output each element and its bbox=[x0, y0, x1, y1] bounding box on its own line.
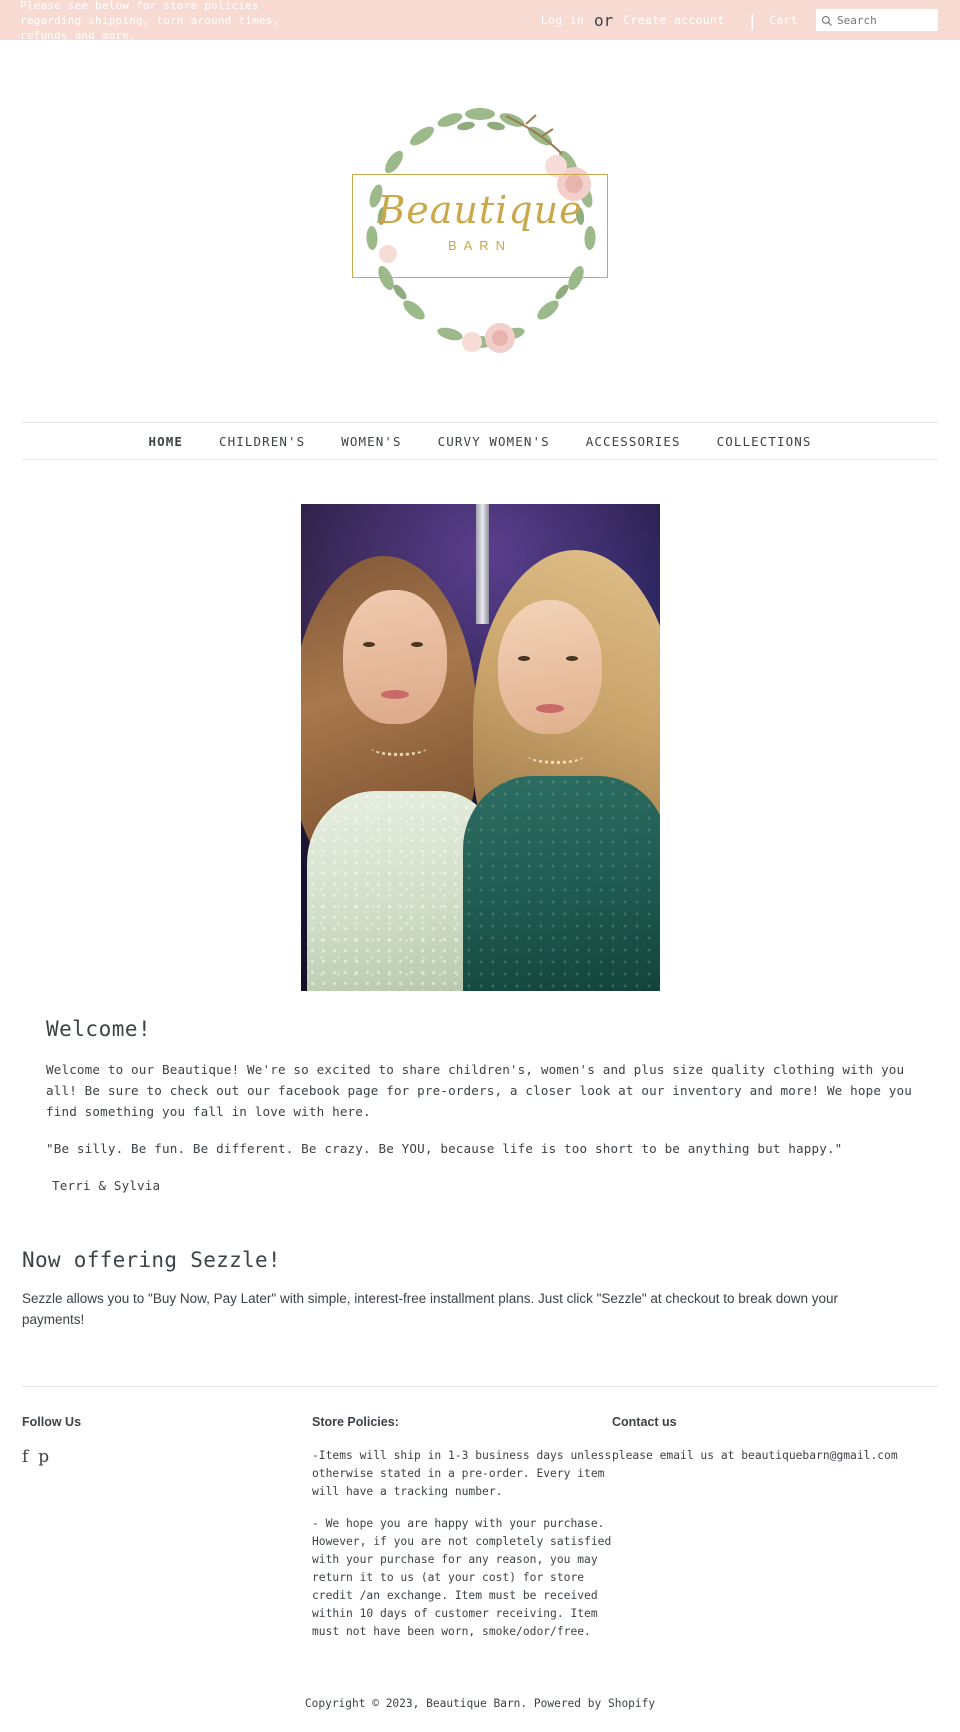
search-icon bbox=[821, 15, 833, 27]
pinterest-icon[interactable]: p bbox=[38, 1447, 50, 1467]
contact-email-text: please email us at beautiquebarn@gmail.com bbox=[612, 1449, 898, 1462]
right-person-lace-texture bbox=[463, 776, 660, 991]
or-separator: or bbox=[594, 10, 614, 30]
store-policies-body bbox=[312, 1447, 612, 1641]
logo-sub-text: BARN bbox=[447, 238, 513, 253]
facebook-icon[interactable]: f bbox=[22, 1447, 29, 1467]
cart-link[interactable]: Cart bbox=[769, 13, 798, 27]
welcome-heading: Welcome! bbox=[46, 1017, 152, 1041]
contact-us-heading: Contact us bbox=[612, 1415, 677, 1429]
copyright-text: Copyright © 2023, Beautique Barn. Powered by Shopify bbox=[304, 1697, 656, 1710]
nav-item-accessories[interactable]: ACCESSORIES bbox=[585, 433, 681, 449]
policy-shipping: -Items will ship in 1-3 business days unless otherwise stated in a pre-order. Every item will have a tracking number. bbox=[312, 1449, 612, 1498]
log-in-link[interactable]: Log in bbox=[540, 13, 585, 27]
footer-follow-column bbox=[22, 1415, 312, 1655]
hero-image-area bbox=[0, 504, 960, 991]
nav-item-collections[interactable]: COLLECTIONS bbox=[716, 433, 812, 449]
welcome-signature: Terri & Sylvia bbox=[52, 1178, 161, 1193]
search-box[interactable] bbox=[816, 9, 938, 31]
hero-photo bbox=[301, 504, 660, 991]
site-footer bbox=[22, 1386, 938, 1655]
logo-script-text: Beautique bbox=[377, 188, 583, 232]
site-logo[interactable] bbox=[330, 92, 630, 370]
main-navigation bbox=[22, 422, 938, 460]
nav-item-home[interactable]: HOME bbox=[148, 433, 183, 449]
welcome-quote: "Be silly. Be fun. Be different. Be crazy. Be YOU, because life is too short to be anything but happy." bbox=[46, 1141, 843, 1156]
nav-item-womens[interactable]: WOMEN'S bbox=[341, 433, 402, 449]
logo-area bbox=[0, 40, 960, 422]
search-input[interactable] bbox=[817, 10, 937, 30]
nav-item-curvy-womens[interactable]: CURVY WOMEN'S bbox=[437, 433, 550, 449]
sezzle-section bbox=[22, 1248, 938, 1330]
right-person-necklace bbox=[528, 748, 584, 764]
nav-list bbox=[130, 434, 829, 449]
left-person-necklace bbox=[371, 740, 427, 756]
follow-us-heading: Follow Us bbox=[22, 1415, 82, 1429]
hero-pole bbox=[476, 504, 489, 624]
create-account-link[interactable]: Create account bbox=[623, 13, 725, 27]
footer-policies-column bbox=[312, 1415, 612, 1655]
right-person-face bbox=[498, 600, 602, 734]
store-policies-heading: Store Policies: bbox=[312, 1415, 399, 1429]
sezzle-heading: Now offering Sezzle! bbox=[22, 1248, 281, 1272]
welcome-paragraph-1: Welcome to our Beautique! We're so excited to share children's, women's and plus size quality clothing with you all! Be sure to check out our facebook page for pre-orders, a closer look at our inventory and more! We hope you find something you fall in love with here. bbox=[46, 1062, 912, 1119]
footer-contact-column bbox=[612, 1415, 902, 1655]
welcome-section bbox=[46, 1017, 914, 1196]
utility-nav bbox=[536, 0, 938, 40]
sezzle-body: Sezzle allows you to "Buy Now, Pay Later" with simple, interest-free installment plans. Just click "Sezzle" at checkout to break down your payments! bbox=[22, 1291, 839, 1327]
announcement-bar bbox=[0, 0, 960, 40]
announcement-text: Please see below for store policies regarding shipping, turn around times, refunds and more. bbox=[20, 0, 280, 42]
left-person-face bbox=[343, 590, 447, 724]
nav-divider: | bbox=[747, 10, 758, 30]
social-links bbox=[22, 1447, 312, 1467]
policy-returns: - We hope you are happy with your purchase. However, if you are not completely satisfied with your purchase for any reason, you may return it to us (at your cost) for store credit /an exchange. Item must be received within 10 days of customer receiving. Item must not have been worn, smoke/odor/free. bbox=[312, 1517, 612, 1638]
nav-item-childrens[interactable]: CHILDREN'S bbox=[218, 433, 306, 449]
